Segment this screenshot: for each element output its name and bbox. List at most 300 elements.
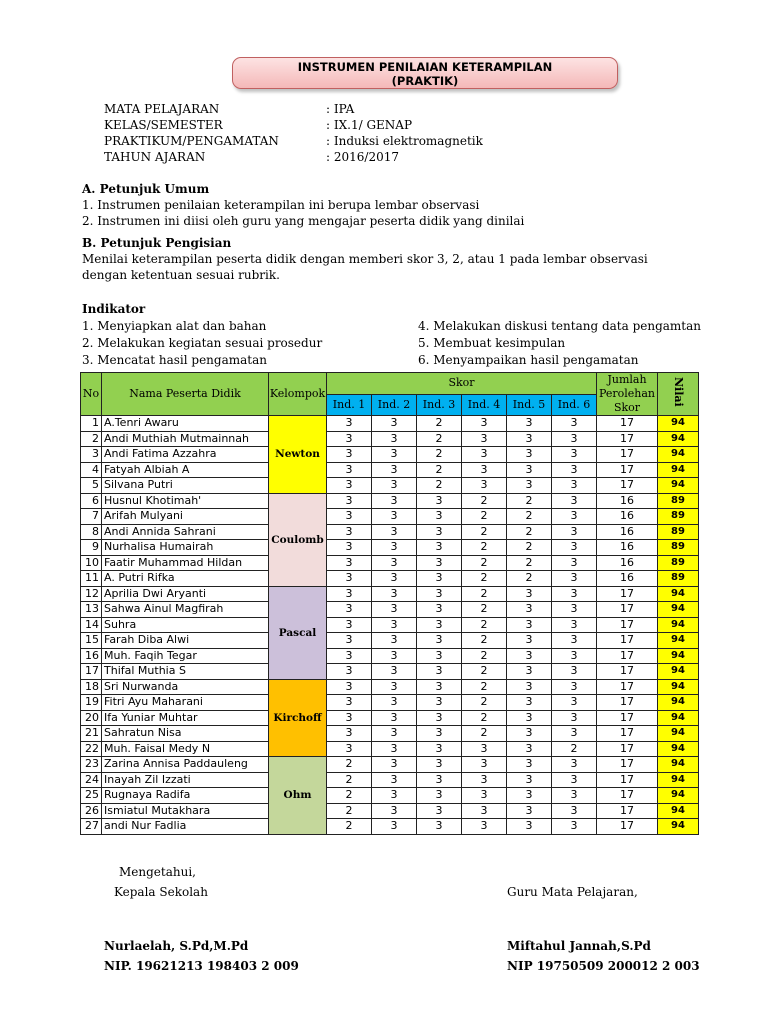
section-line: dengan ketentuan sesuai rubrik.	[82, 268, 280, 282]
row-score: 3	[327, 726, 372, 742]
row-score: 3	[552, 819, 597, 835]
row-total: 17	[597, 602, 658, 618]
row-name: Ismiatul Mutakhara	[102, 803, 269, 819]
row-nilai: 89	[658, 571, 699, 587]
row-score: 3	[552, 540, 597, 556]
header-ind: Ind. 6	[552, 394, 597, 416]
row-score: 3	[507, 788, 552, 804]
row-nilai: 94	[658, 586, 699, 602]
group-cell: Newton	[269, 416, 327, 494]
row-score: 3	[507, 602, 552, 618]
title-line-1: INSTRUMEN PENILAIAN KETERAMPILAN	[297, 60, 553, 74]
row-no: 11	[81, 571, 102, 587]
table-body	[81, 416, 699, 835]
row-score: 3	[552, 478, 597, 494]
row-score: 3	[462, 447, 507, 463]
row-score: 3	[372, 710, 417, 726]
row-score: 3	[327, 571, 372, 587]
row-score: 3	[507, 819, 552, 835]
row-no: 12	[81, 586, 102, 602]
row-score: 3	[507, 478, 552, 494]
row-total: 17	[597, 803, 658, 819]
row-score: 3	[372, 555, 417, 571]
row-score: 3	[372, 617, 417, 633]
row-score: 3	[327, 741, 372, 757]
table-row	[81, 741, 699, 757]
row-name: Suhra	[102, 617, 269, 633]
row-nilai: 94	[658, 617, 699, 633]
row-total: 17	[597, 462, 658, 478]
row-nilai: 94	[658, 416, 699, 432]
row-score: 3	[552, 509, 597, 525]
table-row	[81, 462, 699, 478]
table-row	[81, 509, 699, 525]
row-score: 3	[552, 416, 597, 432]
row-name: Andi Annida Sahrani	[102, 524, 269, 540]
table-row	[81, 695, 699, 711]
row-score: 3	[552, 524, 597, 540]
row-no: 22	[81, 741, 102, 757]
row-score: 3	[507, 416, 552, 432]
row-no: 18	[81, 679, 102, 695]
row-score: 3	[507, 772, 552, 788]
row-score: 3	[552, 710, 597, 726]
meta-value: : Induksi elektromagnetik	[326, 134, 483, 148]
row-no: 19	[81, 695, 102, 711]
row-score: 3	[552, 447, 597, 463]
row-score: 3	[372, 509, 417, 525]
row-score: 2	[327, 772, 372, 788]
row-total: 16	[597, 571, 658, 587]
row-score: 2	[327, 803, 372, 819]
row-score: 3	[372, 571, 417, 587]
table-row	[81, 679, 699, 695]
row-score: 3	[552, 757, 597, 773]
row-name: Inayah Zil Izzati	[102, 772, 269, 788]
group-cell: Ohm	[269, 757, 327, 835]
row-score: 3	[417, 571, 462, 587]
row-no: 13	[81, 602, 102, 618]
row-score: 3	[327, 664, 372, 680]
table-row	[81, 819, 699, 835]
row-total: 17	[597, 416, 658, 432]
meta-value: : 2016/2017	[326, 150, 399, 164]
row-score: 3	[552, 695, 597, 711]
table-row	[81, 757, 699, 773]
header-ind: Ind. 3	[417, 394, 462, 416]
row-score: 3	[417, 695, 462, 711]
row-name: Muh. Faisal Medy N	[102, 741, 269, 757]
row-score: 3	[327, 478, 372, 494]
row-score: 3	[417, 788, 462, 804]
row-score: 2	[462, 524, 507, 540]
row-name: Farah Diba Alwi	[102, 633, 269, 649]
row-name: Sahratun Nisa	[102, 726, 269, 742]
row-no: 20	[81, 710, 102, 726]
table-row	[81, 788, 699, 804]
table-row	[81, 493, 699, 509]
row-total: 17	[597, 710, 658, 726]
signature-left-nip: NIP. 19621213 198403 2 009	[104, 959, 299, 973]
header-group: Kelompok	[269, 373, 327, 416]
row-score: 3	[327, 540, 372, 556]
row-score: 3	[372, 664, 417, 680]
row-name: Nurhalisa Humairah	[102, 540, 269, 556]
signature-right-line1: Guru Mata Pelajaran,	[507, 885, 638, 899]
signature-left-line1: Mengetahui,	[119, 865, 196, 879]
row-score: 2	[327, 819, 372, 835]
row-score: 3	[462, 416, 507, 432]
indikator-item: 3. Mencatat hasil pengamatan	[82, 353, 267, 367]
row-score: 2	[327, 757, 372, 773]
row-score: 2	[327, 788, 372, 804]
row-score: 3	[552, 679, 597, 695]
signature-right-nip: NIP 19750509 200012 2 003	[507, 959, 700, 973]
row-name: A.Tenri Awaru	[102, 416, 269, 432]
row-score: 3	[417, 524, 462, 540]
row-score: 3	[552, 555, 597, 571]
meta-row	[104, 101, 566, 117]
signature-left	[114, 864, 208, 900]
row-score: 3	[372, 431, 417, 447]
table-row	[81, 416, 699, 432]
row-score: 3	[462, 478, 507, 494]
row-score: 3	[552, 648, 597, 664]
row-score: 3	[507, 586, 552, 602]
row-score: 3	[327, 509, 372, 525]
row-score: 3	[372, 819, 417, 835]
row-nilai: 89	[658, 540, 699, 556]
section-line: Menilai keterampilan peserta didik dengan memberi skor 3, 2, atau 1 pada lembar observasi	[82, 252, 648, 266]
row-score: 3	[417, 540, 462, 556]
row-no: 25	[81, 788, 102, 804]
row-score: 3	[372, 524, 417, 540]
section-heading: B. Petunjuk Pengisian	[82, 236, 232, 250]
row-score: 3	[552, 772, 597, 788]
row-name: Andi Fatima Azzahra	[102, 447, 269, 463]
signature-right-name-block	[507, 936, 700, 976]
row-no: 3	[81, 447, 102, 463]
title-line-2: (PRAKTIK)	[391, 74, 459, 88]
row-score: 3	[327, 679, 372, 695]
row-no: 16	[81, 648, 102, 664]
table-row	[81, 540, 699, 556]
row-score: 2	[507, 493, 552, 509]
row-total: 16	[597, 524, 658, 540]
row-score: 2	[417, 478, 462, 494]
row-no: 1	[81, 416, 102, 432]
section-petunjuk-umum	[82, 181, 524, 229]
row-nilai: 89	[658, 509, 699, 525]
row-score: 3	[372, 416, 417, 432]
table-row	[81, 664, 699, 680]
row-score: 3	[507, 741, 552, 757]
row-total: 17	[597, 726, 658, 742]
score-table	[80, 372, 699, 835]
table-row	[81, 772, 699, 788]
row-nilai: 94	[658, 447, 699, 463]
indikator-item: 6. Menyampaikan hasil pengamatan	[418, 353, 639, 367]
row-score: 2	[462, 695, 507, 711]
signature-left-name: Nurlaelah, S.Pd,M.Pd	[104, 939, 249, 953]
row-score: 2	[462, 679, 507, 695]
row-total: 17	[597, 757, 658, 773]
row-no: 6	[81, 493, 102, 509]
row-score: 3	[417, 509, 462, 525]
row-score: 2	[462, 664, 507, 680]
row-no: 27	[81, 819, 102, 835]
row-total: 17	[597, 648, 658, 664]
table-row	[81, 571, 699, 587]
row-name: Fitri Ayu Maharani	[102, 695, 269, 711]
table-row	[81, 555, 699, 571]
row-no: 23	[81, 757, 102, 773]
row-score: 3	[552, 726, 597, 742]
header-no: No	[81, 373, 102, 416]
row-nilai: 94	[658, 695, 699, 711]
row-score: 3	[552, 633, 597, 649]
row-score: 3	[507, 803, 552, 819]
meta-value: : IX.1/ GENAP	[326, 118, 413, 132]
row-score: 2	[462, 633, 507, 649]
indikator-item: 4. Melakukan diskusi tentang data pengamtan	[418, 319, 702, 333]
row-score: 3	[507, 462, 552, 478]
table-row	[81, 447, 699, 463]
row-score: 3	[417, 648, 462, 664]
row-name: Arifah Mulyani	[102, 509, 269, 525]
row-score: 2	[462, 571, 507, 587]
row-score: 3	[327, 493, 372, 509]
row-nilai: 94	[658, 741, 699, 757]
row-score: 3	[552, 788, 597, 804]
row-no: 8	[81, 524, 102, 540]
row-total: 17	[597, 695, 658, 711]
row-total: 17	[597, 478, 658, 494]
indikator-item: 2. Melakukan kegiatan sesuai prosedur	[82, 336, 323, 350]
row-name: Rugnaya Radifa	[102, 788, 269, 804]
meta-row	[104, 133, 566, 149]
table-row	[81, 710, 699, 726]
header-ind: Ind. 5	[507, 394, 552, 416]
row-score: 3	[372, 602, 417, 618]
row-name: A. Putri Rifka	[102, 571, 269, 587]
row-nilai: 94	[658, 772, 699, 788]
row-score: 3	[507, 431, 552, 447]
row-score: 3	[552, 803, 597, 819]
section-petunjuk-pengisian	[82, 235, 648, 283]
row-score: 3	[417, 757, 462, 773]
row-score: 3	[417, 586, 462, 602]
section-item: 2. Instrumen ini diisi oleh guru yang mengajar peserta didik yang dinilai	[82, 214, 525, 228]
row-score: 3	[417, 664, 462, 680]
row-score: 3	[507, 617, 552, 633]
row-score: 3	[417, 633, 462, 649]
row-score: 3	[417, 803, 462, 819]
indikator-item: 1. Menyiapkan alat dan bahan	[82, 319, 267, 333]
row-score: 3	[372, 803, 417, 819]
row-score: 3	[417, 602, 462, 618]
row-nilai: 94	[658, 726, 699, 742]
row-no: 17	[81, 664, 102, 680]
row-score: 3	[372, 726, 417, 742]
row-total: 17	[597, 664, 658, 680]
row-score: 3	[372, 493, 417, 509]
row-name: Silvana Putri	[102, 478, 269, 494]
row-nilai: 94	[658, 478, 699, 494]
row-score: 3	[372, 679, 417, 695]
row-score: 2	[462, 648, 507, 664]
row-nilai: 94	[658, 803, 699, 819]
row-total: 16	[597, 540, 658, 556]
table-row	[81, 633, 699, 649]
row-score: 3	[372, 772, 417, 788]
row-score: 2	[462, 726, 507, 742]
header-ind: Ind. 2	[372, 394, 417, 416]
row-nilai: 94	[658, 710, 699, 726]
row-score: 3	[507, 633, 552, 649]
row-score: 3	[372, 478, 417, 494]
row-score: 2	[507, 571, 552, 587]
group-cell: Pascal	[269, 586, 327, 679]
signature-right-name: Miftahul Jannah,S.Pd	[507, 939, 651, 953]
row-nilai: 89	[658, 524, 699, 540]
row-name: Faatir Muhammad Hildan	[102, 555, 269, 571]
header-ind: Ind. 4	[462, 394, 507, 416]
row-total: 16	[597, 509, 658, 525]
row-score: 3	[372, 540, 417, 556]
row-score: 3	[462, 772, 507, 788]
row-no: 21	[81, 726, 102, 742]
table-row	[81, 524, 699, 540]
row-score: 3	[417, 772, 462, 788]
row-nilai: 89	[658, 555, 699, 571]
row-score: 3	[372, 757, 417, 773]
row-score: 3	[327, 695, 372, 711]
row-score: 3	[507, 726, 552, 742]
row-nilai: 94	[658, 648, 699, 664]
row-no: 9	[81, 540, 102, 556]
row-score: 3	[417, 555, 462, 571]
row-nilai: 94	[658, 462, 699, 478]
row-score: 3	[372, 447, 417, 463]
row-name: Fatyah Albiah A	[102, 462, 269, 478]
row-score: 3	[552, 617, 597, 633]
row-score: 3	[372, 586, 417, 602]
header-nilai	[658, 373, 699, 416]
row-nilai: 94	[658, 431, 699, 447]
row-total: 17	[597, 617, 658, 633]
row-score: 3	[462, 757, 507, 773]
row-score: 3	[507, 664, 552, 680]
row-nilai: 94	[658, 664, 699, 680]
header-skor: Skor	[327, 373, 597, 395]
meta-label: MATA PELAJARAN	[104, 102, 220, 116]
row-score: 2	[552, 741, 597, 757]
group-cell: Kirchoff	[269, 679, 327, 757]
row-score: 3	[552, 493, 597, 509]
meta-label: KELAS/SEMESTER	[104, 118, 223, 132]
row-score: 2	[462, 586, 507, 602]
row-no: 26	[81, 803, 102, 819]
row-no: 5	[81, 478, 102, 494]
row-no: 7	[81, 509, 102, 525]
row-no: 2	[81, 431, 102, 447]
signature-left-name-block	[104, 936, 299, 976]
row-score: 3	[552, 602, 597, 618]
row-score: 2	[462, 509, 507, 525]
row-score: 3	[327, 710, 372, 726]
row-score: 3	[372, 648, 417, 664]
table-row	[81, 648, 699, 664]
row-score: 2	[462, 617, 507, 633]
table-row	[81, 586, 699, 602]
row-score: 3	[417, 741, 462, 757]
table-row	[81, 617, 699, 633]
header-nilai-label: Nilai	[672, 377, 685, 407]
row-score: 3	[417, 726, 462, 742]
row-score: 3	[417, 819, 462, 835]
row-name: Andi Muthiah Mutmainnah	[102, 431, 269, 447]
row-total: 17	[597, 679, 658, 695]
group-cell: Coulomb	[269, 493, 327, 586]
indikator-item: 5. Membuat kesimpulan	[418, 336, 566, 350]
row-nilai: 89	[658, 493, 699, 509]
row-no: 24	[81, 772, 102, 788]
row-score: 2	[507, 555, 552, 571]
row-total: 16	[597, 493, 658, 509]
row-score: 2	[507, 509, 552, 525]
row-name: Aprilia Dwi Aryanti	[102, 586, 269, 602]
row-score: 3	[327, 447, 372, 463]
table-row	[81, 431, 699, 447]
meta-value: : IPA	[326, 102, 355, 116]
row-score: 2	[462, 602, 507, 618]
row-score: 2	[417, 462, 462, 478]
row-score: 2	[462, 540, 507, 556]
row-nilai: 94	[658, 633, 699, 649]
row-score: 2	[462, 493, 507, 509]
row-score: 3	[327, 416, 372, 432]
header-jumlah: Jumlah Perolehan Skor	[597, 373, 658, 416]
row-score: 3	[327, 462, 372, 478]
row-score: 3	[372, 741, 417, 757]
table-row	[81, 803, 699, 819]
row-score: 3	[507, 648, 552, 664]
row-no: 10	[81, 555, 102, 571]
row-score: 3	[552, 664, 597, 680]
table-row	[81, 726, 699, 742]
row-score: 3	[417, 617, 462, 633]
indikator-section	[82, 301, 722, 369]
row-no: 14	[81, 617, 102, 633]
row-name: Sahwa Ainul Magfirah	[102, 602, 269, 618]
row-score: 2	[417, 431, 462, 447]
row-score: 3	[552, 571, 597, 587]
meta-info	[104, 101, 566, 165]
row-name: Zarina Annisa Paddauleng	[102, 757, 269, 773]
row-nilai: 94	[658, 602, 699, 618]
row-name: Muh. Faqih Tegar	[102, 648, 269, 664]
row-name: Husnul Khotimah'	[102, 493, 269, 509]
row-score: 3	[327, 586, 372, 602]
header-ind: Ind. 1	[327, 394, 372, 416]
section-item: 1. Instrumen penilaian keterampilan ini berupa lembar observasi	[82, 198, 480, 212]
row-score: 3	[507, 695, 552, 711]
row-score: 3	[507, 757, 552, 773]
row-total: 17	[597, 788, 658, 804]
row-score: 2	[507, 524, 552, 540]
row-no: 4	[81, 462, 102, 478]
